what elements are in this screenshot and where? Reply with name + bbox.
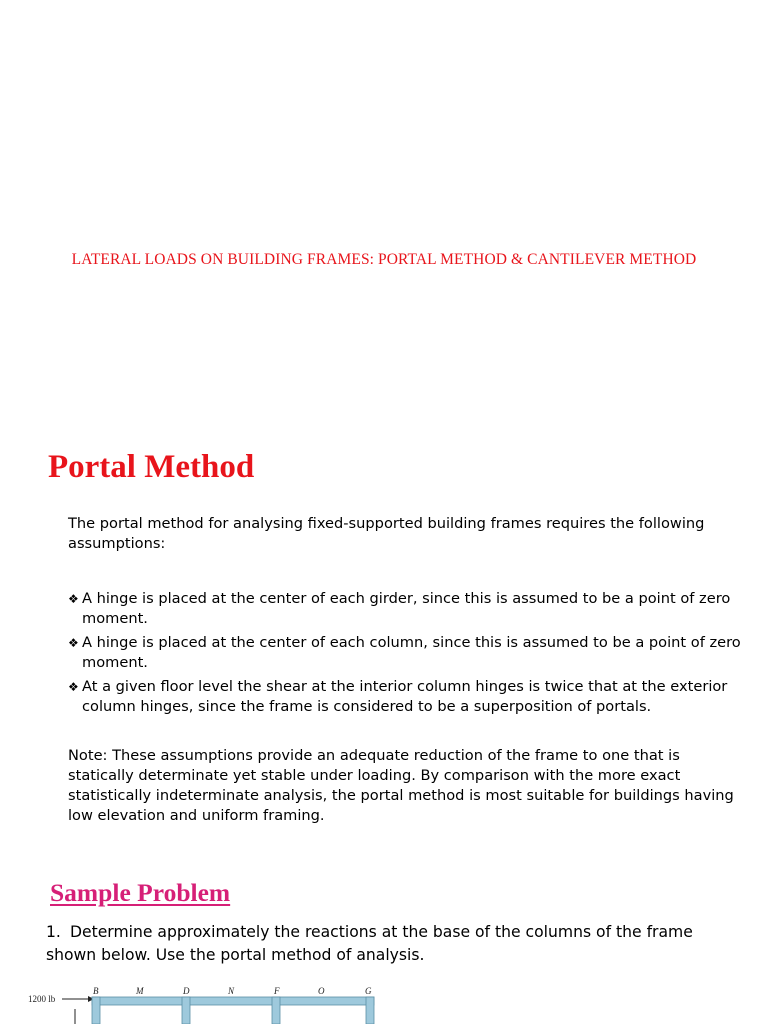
note-paragraph: Note: These assumptions provide an adequate reduction of the frame to one that is statically determinate yet stable under loading. By comparison with the more exact statistically indeterminate analysis, the portal method is most suitable for buildings having low elevation and uniform framing. [68,747,734,824]
diamond-bullet-icon: ❖ [68,680,79,694]
problem-text: Determine approximately the reactions at the base of the columns of the frame shown below. Use the portal method of analysis. [46,923,693,964]
node-label-g: G [365,986,372,996]
node-label-f: F [274,986,280,996]
frame-figure [26,984,386,1024]
node-label-n: N [228,986,235,996]
assumptions-list [68,589,748,721]
node-label-m: M [136,986,144,996]
document-title: LATERAL LOADS ON BUILDING FRAMES: PORTAL METHOD & CANTILEVER METHOD [71,251,697,268]
section-heading: Portal Method [48,449,255,485]
list-item [68,633,748,673]
problem-number: 1. [46,923,61,941]
intro-paragraph: The portal method for analysing fixed-supported building frames requires the following assumptions: [68,515,705,552]
list-item [68,589,748,629]
frame-girder [92,997,374,1005]
node-label-b: B [93,986,99,996]
frame-column [92,997,100,1024]
frame-column [272,997,280,1024]
bullet-text: At a given floor level the shear at the interior column hinges is twice that at the exterior column hinges, since the frame is considered to be a superposition of portals. [82,678,728,715]
node-label-d: D [183,986,190,996]
sample-problem-heading: Sample Problem [50,878,231,907]
load-label: 1200 lb [28,994,56,1004]
frame-column [182,997,190,1024]
diamond-bullet-icon: ❖ [68,592,79,606]
bullet-text: A hinge is placed at the center of each girder, since this is assumed to be a point of zero moment. [82,590,731,627]
diamond-bullet-icon: ❖ [68,636,79,650]
list-item [68,677,748,717]
bullet-text: A hinge is placed at the center of each column, since this is assumed to be a point of zero moment. [82,634,741,671]
frame-column [366,997,374,1024]
node-label-o: O [318,986,325,996]
problem-statement [46,921,726,967]
